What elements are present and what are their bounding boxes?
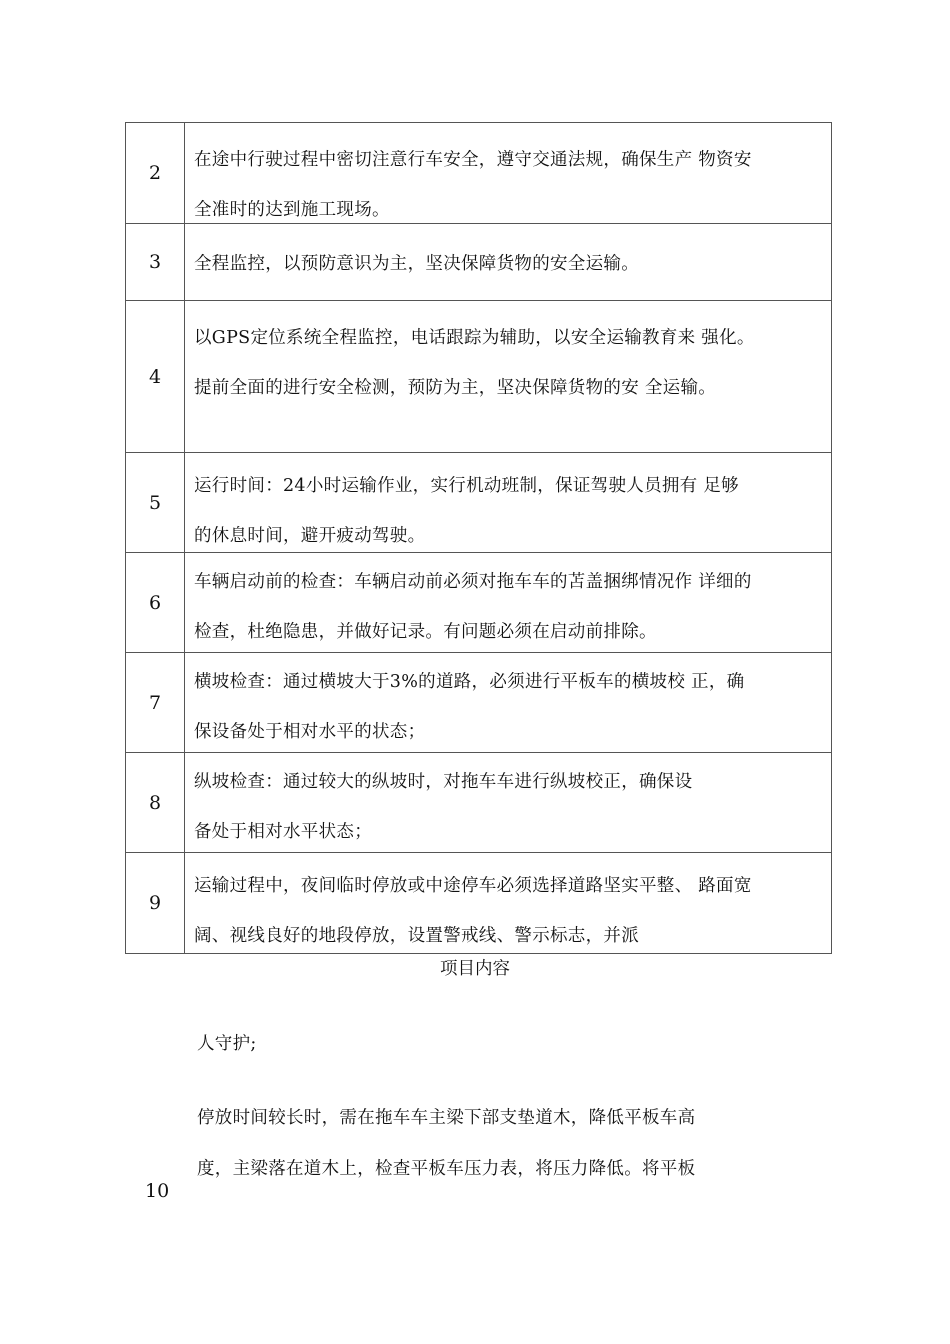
content-line: 车辆启动前的检查：车辆启动前必须对拖车车的苫盖捆绑情况作 详细的 [194, 572, 752, 592]
row-number: 5 [126, 453, 185, 552]
content-line: 全准时的达到施工现场。 [194, 200, 390, 220]
table-row [126, 653, 832, 753]
measures-table [125, 122, 832, 954]
continuation-line: 度，主梁落在道木上，检查平板车压力表，将压力降低。将平板 [197, 1159, 696, 1179]
table-row [126, 453, 832, 553]
row-content [185, 553, 832, 652]
content-line: 备处于相对水平状态； [194, 822, 372, 842]
content-line: 阔、视线良好的地段停放，设置警戒线、警示标志，并派 [194, 926, 639, 946]
table-caption: 项目内容 [440, 959, 510, 979]
content-line: 运输过程中，夜间临时停放或中途停车必须选择道路坚实平整、 路面宽 [194, 876, 752, 896]
table-row [126, 123, 832, 224]
table-row [126, 853, 832, 954]
table-row [126, 301, 832, 453]
row-content [185, 123, 832, 223]
content-line: 检查，杜绝隐患，并做好记录。有问题必须在启动前排除。 [194, 622, 657, 642]
content-line: 提前全面的进行安全检测，预防为主，坚决保障货物的安 全运输。 [194, 378, 717, 398]
content-line: 以GPS定位系统全程监控，电话跟踪为辅助，以安全运输教育来 强化。 [194, 328, 755, 348]
row-content [185, 853, 832, 953]
table-row [126, 753, 832, 853]
content-line: 在途中行驶过程中密切注意行车安全，遵守交通法规，确保生产 物资安 [194, 150, 752, 170]
row-content [185, 301, 832, 452]
content-line: 运行时间：24小时运输作业，实行机动班制，保证驾驶人员拥有 足够 [194, 476, 739, 496]
row-number: 3 [126, 224, 185, 300]
content-line: 保设备处于相对水平的状态； [194, 722, 426, 742]
table-row [126, 553, 832, 653]
row-content [185, 224, 832, 300]
row-number: 9 [126, 853, 185, 953]
continuation-line: 停放时间较长时，需在拖车车主梁下部支垫道木，降低平板车高 [197, 1108, 696, 1128]
content-line: 纵坡检查：通过较大的纵坡时，对拖车车进行纵坡校正，确保设 [194, 772, 693, 792]
item-number: 10 [145, 1180, 170, 1202]
row-content [185, 653, 832, 752]
row-number: 7 [126, 653, 185, 752]
content-line: 横坡检查：通过横坡大于3%的道路，必须进行平板车的横坡校 正，确 [194, 672, 745, 692]
row-number: 8 [126, 753, 185, 852]
content-line: 全程监控，以预防意识为主，坚决保障货物的安全运输。 [194, 254, 639, 274]
table-row [126, 224, 832, 301]
row-number: 2 [126, 123, 185, 223]
content-line: 的休息时间，避开疲动驾驶。 [194, 526, 426, 546]
row-content [185, 453, 832, 552]
row-content [185, 753, 832, 852]
row-number: 4 [126, 301, 185, 452]
row-number: 6 [126, 553, 185, 652]
continuation-line: 人守护; [197, 1034, 257, 1054]
